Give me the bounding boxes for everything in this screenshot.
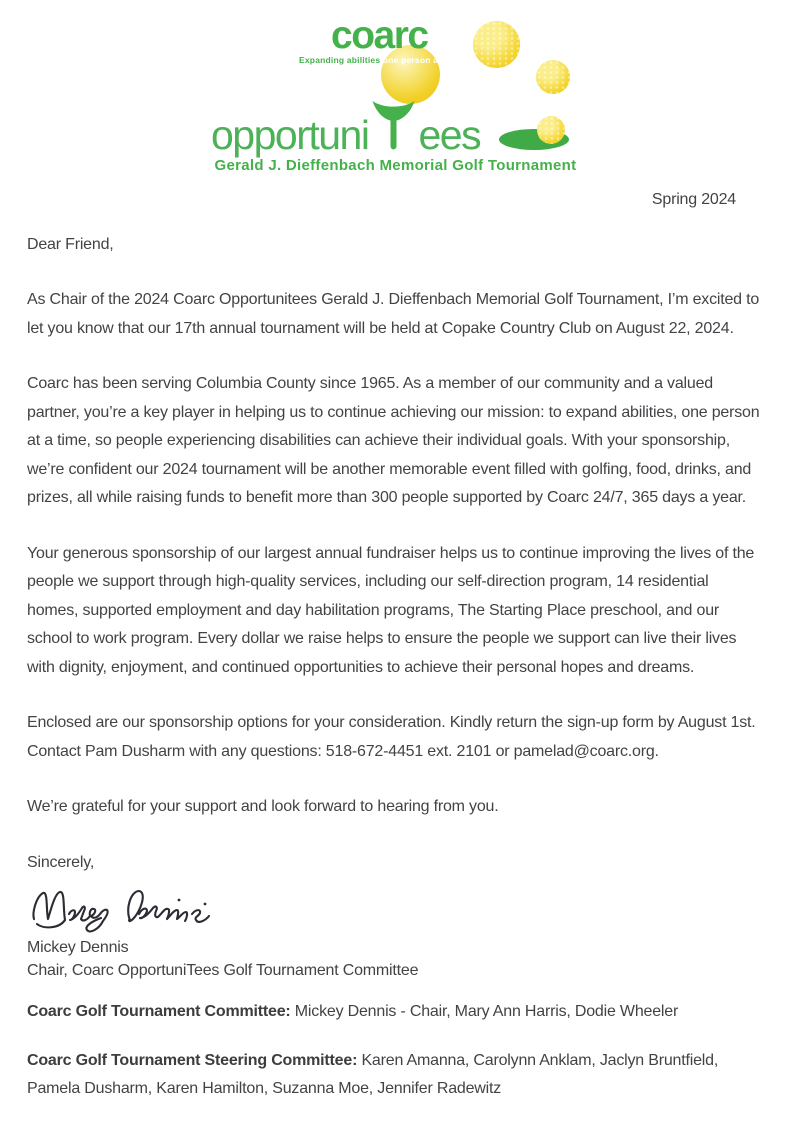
steering-committee-line bbox=[27, 1047, 764, 1104]
signer-name: Mickey Dennis bbox=[27, 939, 129, 956]
salutation: Dear Friend, bbox=[27, 235, 114, 253]
logo bbox=[0, 0, 791, 186]
paragraph-1: As Chair of the 2024 Coarc Opportunitees Gerald J. Dieffenbach Memorial Golf Tournament, I’m excited to let you know that our 17th annual tournament will be held at Copake Country Club on August 22, 2024. bbox=[27, 291, 760, 337]
signature-block bbox=[27, 936, 764, 982]
opportunitees-wordmark bbox=[211, 99, 481, 159]
wordmark-left: opportuni bbox=[211, 112, 369, 159]
tournament-subtitle: Gerald J. Dieffenbach Memorial Golf Tournament bbox=[214, 157, 577, 174]
steering-committee-label: Coarc Golf Tournament Steering Committee: bbox=[27, 1051, 358, 1069]
paragraph-2: Coarc has been serving Columbia County since 1965. As a member of our community and a valued partner, you’re a key player in helping us to continue achieving our mission: to expand abilities, one person at a time, so people experiencing disabilities can achieve their individual goals. With your sponsorship, we’re confident our 2024 tournament will be another memorable event filled with golfing, food, drinks, and prizes, all while raising funds to benefit more than 300 people supported by Coarc 24/7, 365 days a year. bbox=[27, 375, 760, 506]
committee-label: Coarc Golf Tournament Committee: bbox=[27, 1003, 291, 1020]
steering-committee-members: Karen Amanna, Carolynn Anklam, Jaclyn Bruntfield, Pamela Dusharm, Karen Hamilton, Suzanna Moe, Jennifer Radewitz bbox=[27, 1051, 719, 1097]
tagline-right: one person at a time bbox=[382, 55, 470, 65]
letter-date: Spring 2024 bbox=[651, 191, 736, 208]
wordmark-right: ees bbox=[418, 112, 481, 159]
committee-members: Mickey Dennis - Chair, Mary Ann Harris, Dodie Wheeler bbox=[290, 1003, 679, 1020]
tagline-left: Expanding abilities bbox=[299, 55, 381, 65]
paragraph-4: Enclosed are our sponsorship options for your consideration. Kindly return the sign-up form by August 1st. Contact Pam Dusharm with any questions: 518-672-4451 ext. 2101 or pamelad@coarc.org. bbox=[27, 714, 756, 760]
signer-title: Chair, Coarc OpportuniTees Golf Tournament Committee bbox=[27, 962, 419, 979]
signature-image bbox=[29, 879, 244, 933]
closing: Sincerely, bbox=[27, 853, 95, 871]
paragraph-3: Your generous sponsorship of our largest annual fundraiser helps us to continue improving the lives of the people we support through high-quality services, including our self-direction program, 14 residential homes, supported employment and day habilitation programs, The Starting Place preschool, and our school to work program. Every dollar we raise helps to ensure the people we support can live their lives with dignity, enjoyment, and continued opportunities to achieve their personal hopes and dreams. bbox=[27, 544, 755, 676]
golf-ball-icon bbox=[473, 21, 520, 68]
coarc-wordmark: coarc bbox=[331, 14, 428, 57]
golf-ball-icon bbox=[536, 60, 570, 94]
letter-content bbox=[0, 183, 791, 1124]
coarc-tagline bbox=[299, 56, 470, 65]
golf-ball-icon bbox=[537, 116, 565, 144]
committee-line bbox=[27, 998, 764, 1027]
golf-tee-icon bbox=[371, 99, 416, 154]
paragraph-5: We’re grateful for your support and look forward to hearing from you. bbox=[27, 798, 499, 815]
